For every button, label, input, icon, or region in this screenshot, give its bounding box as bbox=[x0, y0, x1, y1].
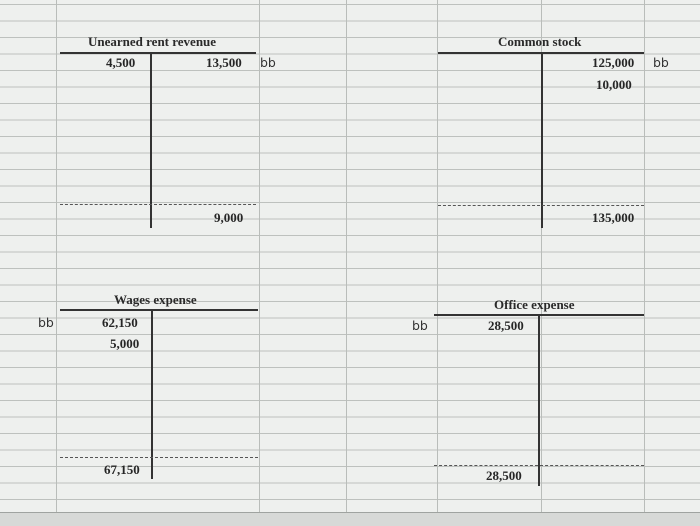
beginning-balance-tag: bb bbox=[412, 318, 428, 333]
account-title: Wages expense bbox=[114, 292, 197, 307]
ending-balance: 135,000 bbox=[592, 210, 635, 225]
account-title: Common stock bbox=[498, 34, 582, 49]
account-title: Office expense bbox=[494, 297, 575, 312]
credit-entry: 125,000 bbox=[592, 55, 635, 70]
t-account-top-line bbox=[60, 52, 256, 54]
ending-balance: 67,150 bbox=[104, 462, 140, 477]
credit-entry: 13,500 bbox=[206, 55, 242, 70]
column-divider bbox=[346, 0, 347, 525]
t-account-total-line bbox=[438, 205, 644, 206]
sheet-bottom-bar bbox=[0, 512, 700, 526]
column-divider bbox=[259, 0, 260, 525]
beginning-balance-tag: bb bbox=[260, 55, 276, 70]
t-account-total-line bbox=[434, 465, 644, 466]
t-account-total-line bbox=[60, 457, 258, 458]
account-title: Unearned rent revenue bbox=[88, 34, 217, 49]
t-account-center-line bbox=[541, 52, 543, 228]
debit-entry: 4,500 bbox=[106, 55, 136, 70]
ending-balance: 28,500 bbox=[486, 468, 522, 483]
t-account-center-line bbox=[151, 309, 153, 479]
ending-balance: 9,000 bbox=[214, 210, 244, 225]
t-account-total-line bbox=[60, 204, 256, 205]
debit-entry: 5,000 bbox=[110, 336, 140, 351]
debit-entry: 28,500 bbox=[488, 318, 524, 333]
beginning-balance-tag: bb bbox=[38, 315, 54, 330]
t-account-center-line bbox=[538, 314, 540, 486]
t-account-top-line bbox=[60, 309, 258, 311]
column-divider bbox=[644, 0, 645, 525]
credit-entry: 10,000 bbox=[596, 77, 632, 92]
column-divider bbox=[437, 0, 438, 525]
beginning-balance-tag: bb bbox=[653, 55, 669, 70]
t-account-center-line bbox=[150, 52, 152, 228]
column-divider bbox=[56, 0, 57, 525]
debit-entry: 62,150 bbox=[102, 315, 138, 330]
